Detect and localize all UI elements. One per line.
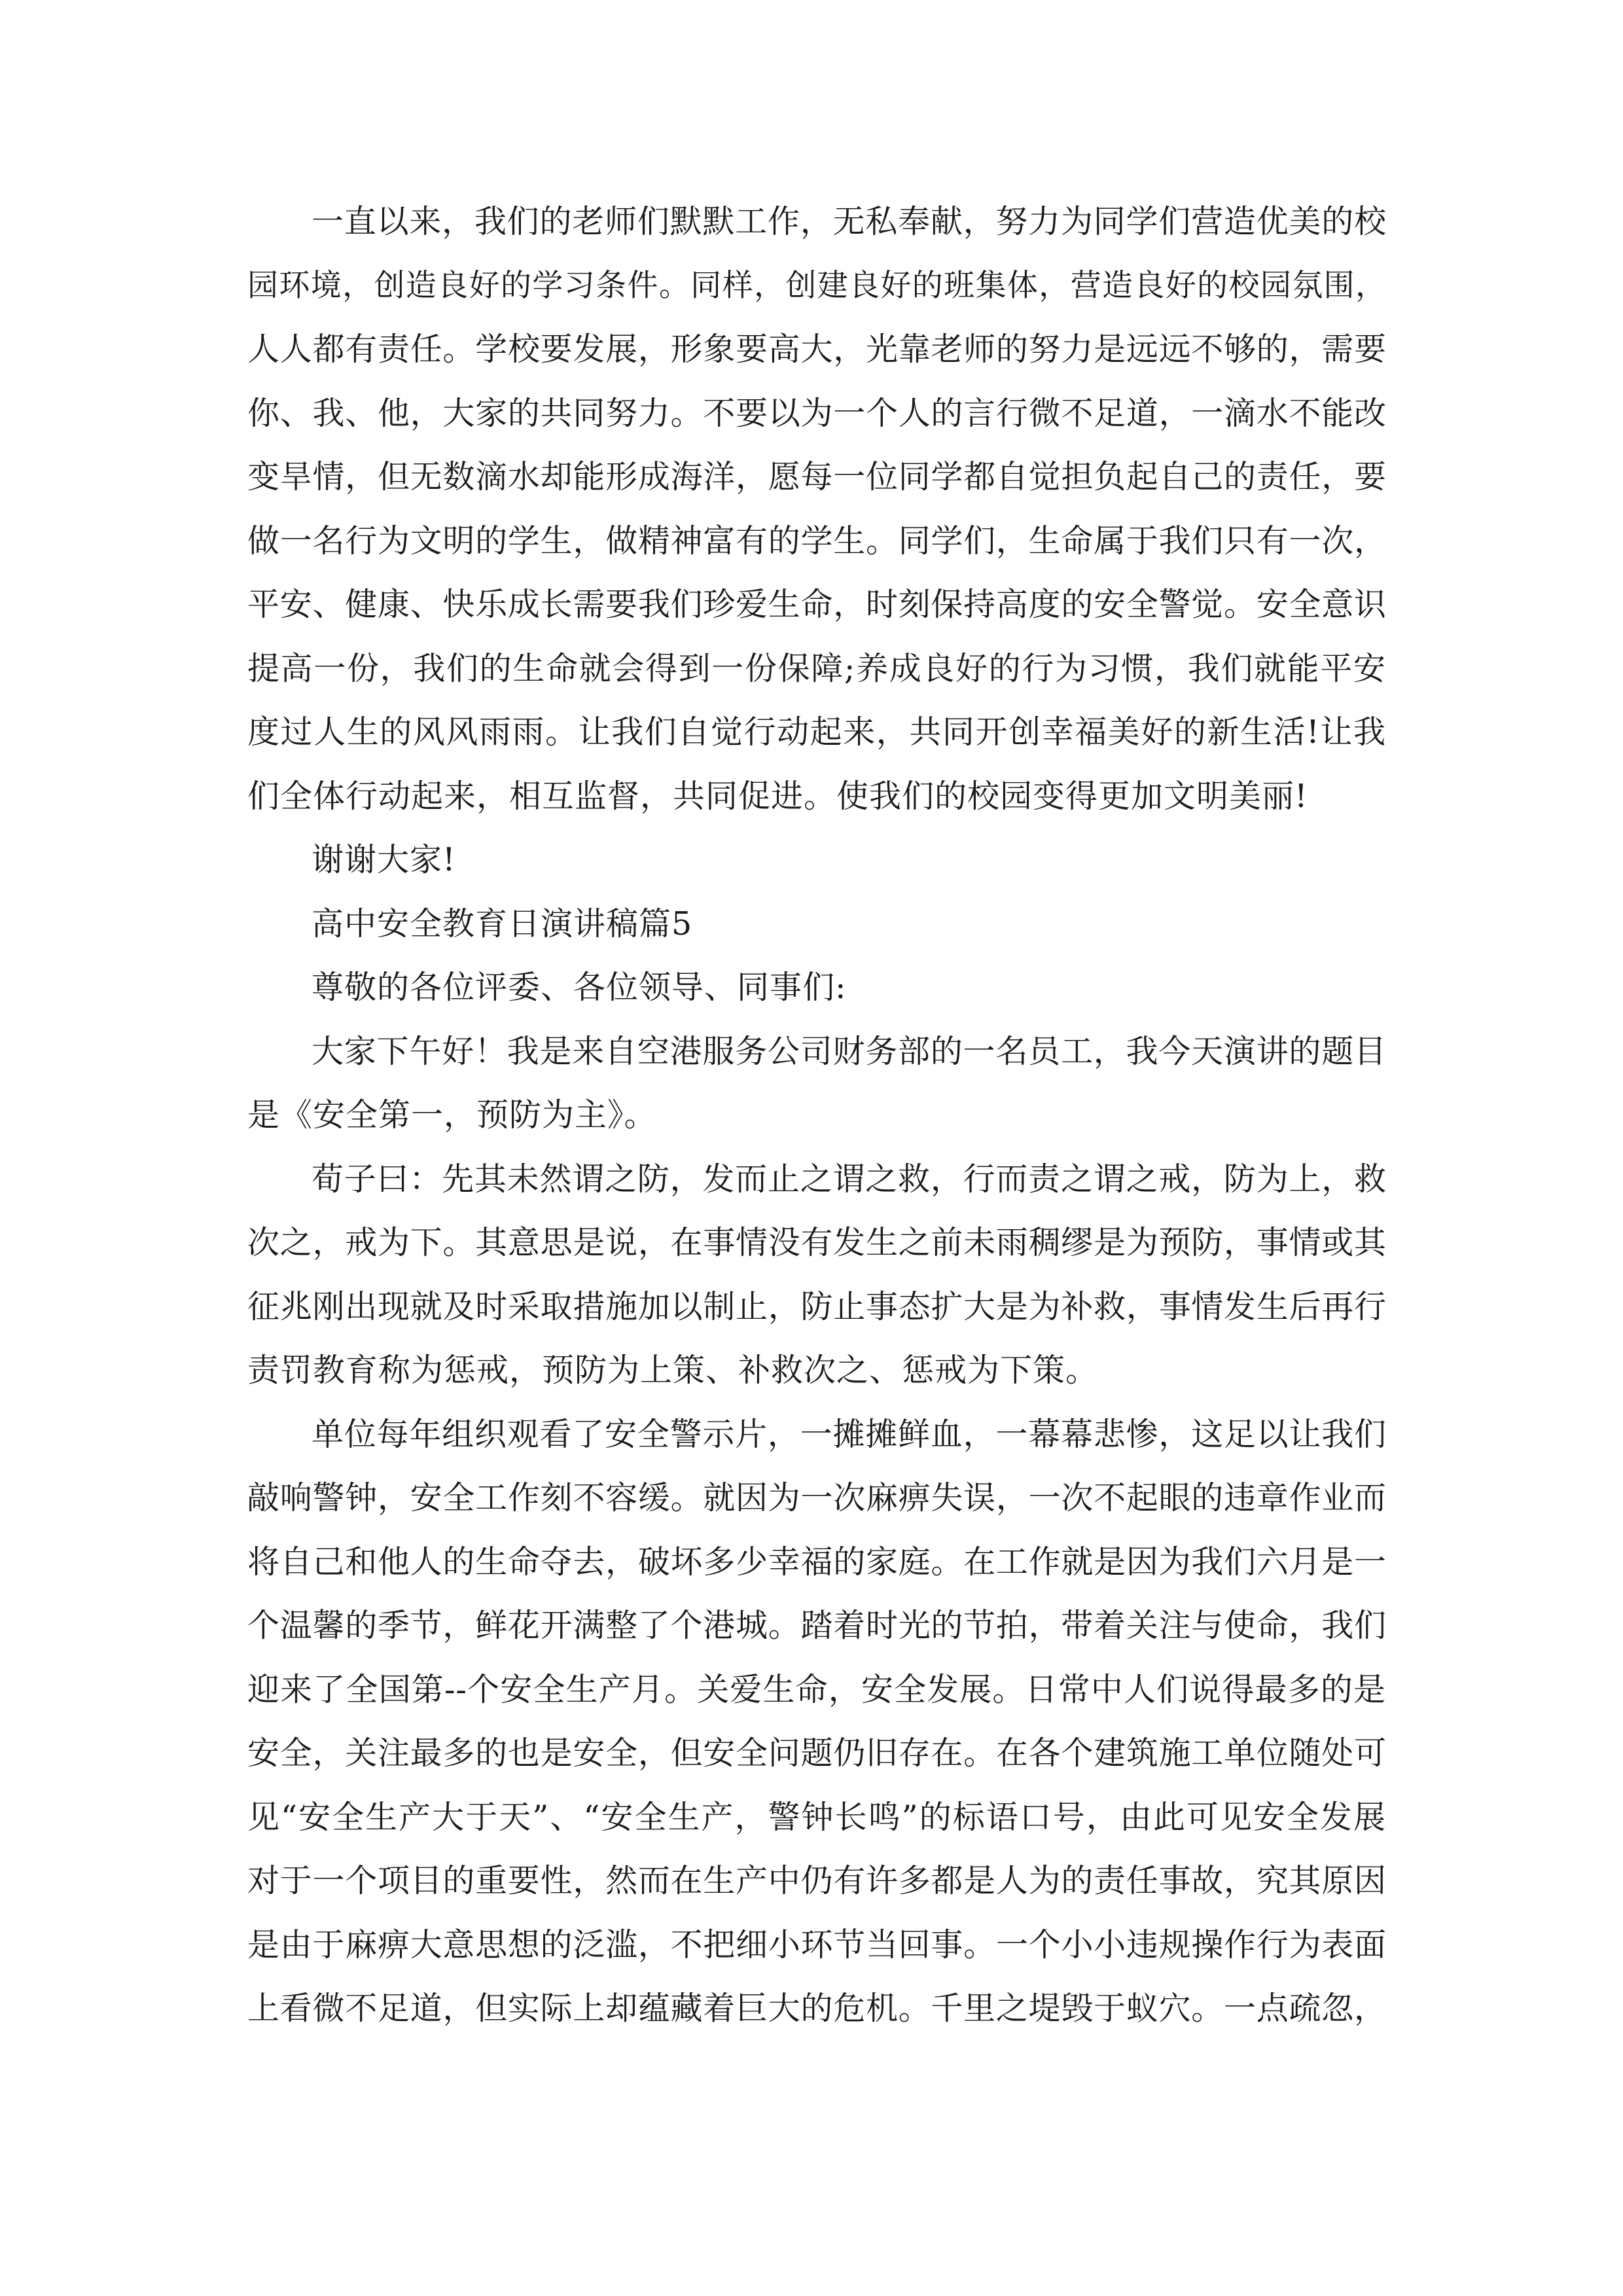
text-line: 你、我、他，大家的共同努力。不要以为一个人的言行微不足道，一滴水不能改 [247,394,1386,432]
text-line: 安全，关注最多的也是安全，但安全问题仍旧存在。在各个建筑施工单位随处可 [247,1734,1386,1772]
text-line: 们全体行动起来，相互监督，共同促进。使我们的校园变得更加文明美丽! [247,777,1308,815]
text-line: 提高一份，我们的生命就会得到一份保障;养成良好的行为习惯，我们就能平安 [247,649,1386,687]
text-line: 度过人生的风风雨雨。让我们自觉行动起来，共同开创幸福美好的新生活!让我 [247,713,1386,751]
text-line: 征兆刚出现就及时采取措施加以制止，防止事态扩大是为补救，事情发生后再行 [247,1287,1386,1325]
text-line: 敲响警钟，安全工作刻不容缓。就因为一次麻痹失误，一次不起眼的违章作业而 [247,1479,1386,1516]
text-line: 个温馨的季节，鲜花开满整了个港城。踏着时光的节拍，带着关注与使命，我们 [247,1607,1386,1644]
text-line: 次之，戒为下。其意思是说，在事情没有发生之前未雨稠缪是为预防，事情或其 [247,1224,1386,1261]
text-line: 做一名行为文明的学生，做精神富有的学生。同学们，生命属于我们只有一次， [247,522,1386,560]
text-line: 见“安全生产大于天”、“安全生产，警钟长鸣”的标语口号，由此可见安全发展 [247,1798,1386,1836]
text-line: 单位每年组织观看了安全警示片，一摊摊鲜血，一幕幕悲惨，这足以让我们 [312,1415,1386,1453]
text-line: 人人都有责任。学校要发展，形象要高大，光靠老师的努力是远远不够的，需要 [247,331,1386,368]
text-line: 尊敬的各位评委、各位领导、同事们: [312,969,847,1006]
text-line: 荀子曰：先其未然谓之防，发而止之谓之救，行而责之谓之戒，防为上，救 [312,1160,1386,1198]
text-line: 上看微不足道，但实际上却蕴藏着巨大的危机。千里之堤毁于蚁穴。一点疏忽， [247,1990,1386,2027]
text-line: 是由于麻痹大意思想的泛滥，不把细小环节当回事。一个小小违规操作行为表面 [247,1926,1386,1964]
text-line: 对于一个项目的重要性，然而在生产中仍有许多都是人为的责任事故，究其原因 [247,1862,1386,1899]
text-line: 谢谢大家! [312,841,456,878]
text-line: 平安、健康、快乐成长需要我们珍爱生命，时刻保持高度的安全警觉。安全意识 [247,586,1386,623]
text-line: 责罚教育称为惩戒，预防为上策、补救次之、惩戒为下策。 [247,1352,1099,1389]
text-line: 大家下午好！我是来自空港服务公司财务部的一名员工，我今天演讲的题目 [312,1032,1386,1070]
text-line: 高中安全教育日演讲稿篇5 [312,905,693,942]
text-line: 迎来了全国第--个安全生产月。关爱生命，安全发展。日常中人们说得最多的是 [247,1670,1386,1708]
text-line: 变旱情，但无数滴水却能形成海洋，愿每一位同学都自觉担负起自己的责任，要 [247,458,1386,495]
text-line: 园环境，创造良好的学习条件。同样，创建良好的班集体，营造良好的校园氛围， [247,267,1386,304]
text-line: 将自己和他人的生命夺去，破坏多少幸福的家庭。在工作就是因为我们六月是一 [247,1543,1386,1581]
text-line: 一直以来，我们的老师们默默工作，无私奉献，努力为同学们营造优美的校 [312,203,1386,240]
body-text [247,190,1386,2041]
text-line: 是《安全第一，预防为主》。 [247,1096,657,1134]
